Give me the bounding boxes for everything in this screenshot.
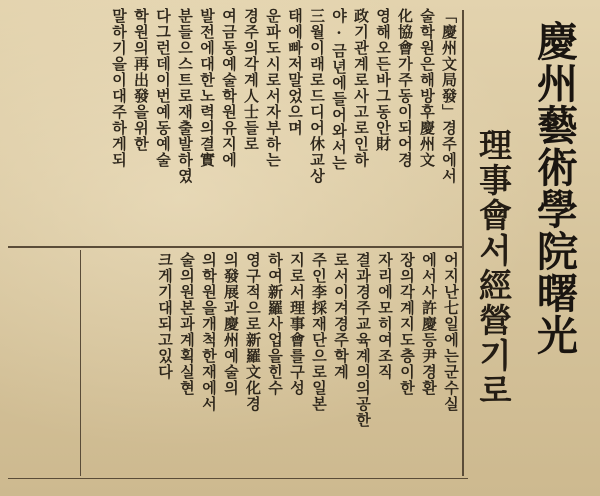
article-column: 말하기을이대주하게되 <box>110 8 128 168</box>
article-column: 어지난七일에는군수실 <box>442 252 460 412</box>
article-column: 에서사許慶등尹경환 <box>420 252 438 396</box>
article-column: 주인李採재단으로일본 <box>310 252 328 412</box>
article-column: 발전에대한노력의결實 <box>198 8 216 168</box>
article-column: 다그런데이번예동예술 <box>154 8 172 168</box>
article-column: 로서이겨경주학계 <box>332 252 350 380</box>
article-column: 政기관계로사고로인하 <box>352 8 370 168</box>
article-column: 여금동예술학원유지에 <box>220 8 238 168</box>
article-column: 운파도시로서자부하는 <box>264 8 282 168</box>
column-divider-horizontal <box>8 246 464 248</box>
article-column: 분들으스트로재출발하였 <box>176 8 194 184</box>
article-column: 학원의再出發을위한 <box>132 8 150 152</box>
article-lower-block <box>84 252 462 474</box>
article-column: 의發展과慶州예술의 <box>222 252 240 396</box>
article-column: 결과경주교육계의의공한 <box>354 252 372 428</box>
article-column: 경주의각계人士들로 <box>242 8 260 152</box>
article-column: 영해오든바그동안財 <box>374 8 392 152</box>
article-column: 三월이래로드디어休교상 <box>308 8 326 184</box>
subheadline: 理事會서經營기로 <box>474 128 513 408</box>
article-column: 장의각계지도층이한 <box>398 252 416 396</box>
article-column: 자리에모히여조직 <box>376 252 394 380</box>
article-column: 지로서理事會를구성 <box>288 252 306 396</box>
column-divider-left <box>80 250 81 476</box>
article-column: 의학원을개척한재에서 <box>200 252 218 412</box>
article-column: 영구적으로新羅文化경 <box>244 252 262 412</box>
clipping-bottom-edge <box>8 478 468 479</box>
article-column: 化協會가주동이되어경 <box>396 8 414 168</box>
article-upper-block <box>12 8 460 243</box>
article-column: 크게기대되고있다 <box>156 252 174 380</box>
article-column: 「慶州文局發」경주에서 <box>440 8 458 184</box>
article-column: 술학원은해방후慶州文 <box>418 8 436 168</box>
article-column: 술의원본과계획실현 <box>178 252 196 396</box>
article-column: 하여新羅사업을힌수 <box>266 252 284 396</box>
headline: 慶州藝術學院曙光 <box>530 20 578 356</box>
column-divider-right <box>462 10 464 476</box>
article-column: 태에빠저말었으며 <box>286 8 304 136</box>
article-column: 야·금년에들어와서는 <box>330 8 348 171</box>
